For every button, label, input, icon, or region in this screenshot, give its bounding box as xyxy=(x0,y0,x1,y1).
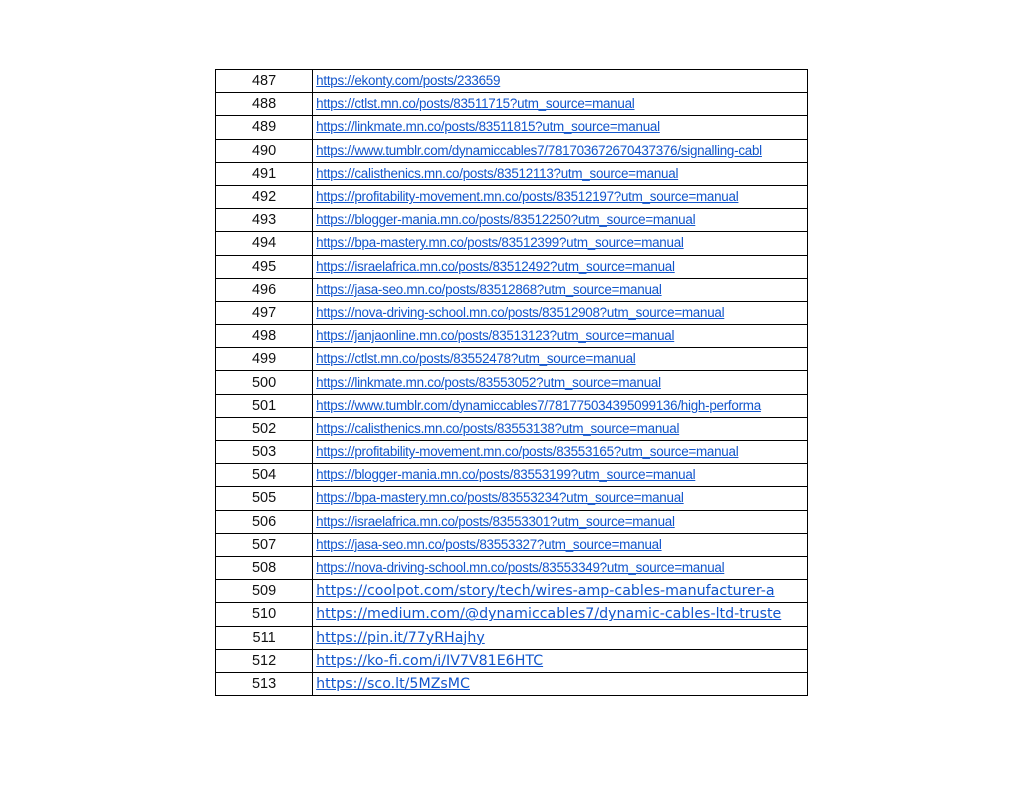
row-number-cell: 504 xyxy=(216,464,313,487)
row-number-cell: 493 xyxy=(216,209,313,232)
url-cell xyxy=(313,325,808,348)
table-row xyxy=(216,93,808,116)
table-row xyxy=(216,556,808,579)
url-cell xyxy=(313,626,808,649)
table-row xyxy=(216,603,808,626)
url-cell xyxy=(313,93,808,116)
table-row xyxy=(216,325,808,348)
table-row xyxy=(216,394,808,417)
table-row xyxy=(216,441,808,464)
url-table-body xyxy=(216,70,808,696)
table-row xyxy=(216,278,808,301)
url-cell xyxy=(313,301,808,324)
url-link[interactable]: https://jasa-seo.mn.co/posts/83512868?utm_source=manual xyxy=(316,281,662,297)
row-number-cell: 498 xyxy=(216,325,313,348)
row-number-cell: 500 xyxy=(216,371,313,394)
url-link[interactable]: https://nova-driving-school.mn.co/posts/83553349?utm_source=manual xyxy=(316,560,725,576)
url-link[interactable]: https://linkmate.mn.co/posts/83511815?utm_source=manual xyxy=(316,119,660,135)
row-number-cell: 497 xyxy=(216,301,313,324)
row-number-cell: 513 xyxy=(216,672,313,695)
url-link[interactable]: https://bpa-mastery.mn.co/posts/83553234?utm_source=manual xyxy=(316,490,684,506)
url-cell xyxy=(313,487,808,510)
url-link[interactable]: https://www.tumblr.com/dynamiccables7/781703672670437376/signalling-cabl xyxy=(316,142,762,158)
url-cell xyxy=(313,278,808,301)
table-row xyxy=(216,139,808,162)
url-link[interactable]: https://israelafrica.mn.co/posts/83553301?utm_source=manual xyxy=(316,513,675,529)
table-row xyxy=(216,533,808,556)
row-number-cell: 509 xyxy=(216,580,313,603)
table-row xyxy=(216,580,808,603)
url-cell xyxy=(313,603,808,626)
table-row xyxy=(216,116,808,139)
table-row xyxy=(216,232,808,255)
url-cell xyxy=(313,556,808,579)
url-link[interactable]: https://pin.it/77yRHajhy xyxy=(316,629,485,646)
row-number-cell: 507 xyxy=(216,533,313,556)
table-row xyxy=(216,672,808,695)
url-link[interactable]: https://ctlst.mn.co/posts/83511715?utm_source=manual xyxy=(316,96,635,112)
url-link[interactable]: https://bpa-mastery.mn.co/posts/83512399?utm_source=manual xyxy=(316,235,684,251)
row-number-cell: 490 xyxy=(216,139,313,162)
url-cell xyxy=(313,533,808,556)
row-number-cell: 492 xyxy=(216,185,313,208)
row-number-cell: 496 xyxy=(216,278,313,301)
url-cell xyxy=(313,348,808,371)
row-number-cell: 511 xyxy=(216,626,313,649)
url-cell xyxy=(313,255,808,278)
table-row xyxy=(216,162,808,185)
url-cell xyxy=(313,394,808,417)
row-number-cell: 505 xyxy=(216,487,313,510)
url-link[interactable]: https://israelafrica.mn.co/posts/83512492?utm_source=manual xyxy=(316,258,675,274)
url-link[interactable]: https://calisthenics.mn.co/posts/83512113?utm_source=manual xyxy=(316,165,679,181)
url-cell xyxy=(313,649,808,672)
url-cell xyxy=(313,209,808,232)
url-link[interactable]: https://calisthenics.mn.co/posts/83553138?utm_source=manual xyxy=(316,420,680,436)
table-row xyxy=(216,255,808,278)
url-link[interactable]: https://jasa-seo.mn.co/posts/83553327?utm_source=manual xyxy=(316,536,662,552)
url-link[interactable]: https://ko-fi.com/i/IV7V81E6HTC xyxy=(316,652,544,669)
table-row xyxy=(216,464,808,487)
table-row xyxy=(216,510,808,533)
url-link[interactable]: https://www.tumblr.com/dynamiccables7/781775034395099136/high-performa xyxy=(316,397,761,413)
url-link[interactable]: https://janjaonline.mn.co/posts/83513123?utm_source=manual xyxy=(316,328,675,344)
row-number-cell: 508 xyxy=(216,556,313,579)
table-row xyxy=(216,70,808,93)
url-link[interactable]: https://profitability-movement.mn.co/posts/83512197?utm_source=manual xyxy=(316,189,739,205)
url-link[interactable]: https://ctlst.mn.co/posts/83552478?utm_source=manual xyxy=(316,351,636,367)
row-number-cell: 494 xyxy=(216,232,313,255)
table-row xyxy=(216,209,808,232)
row-number-cell: 487 xyxy=(216,70,313,93)
row-number-cell: 503 xyxy=(216,441,313,464)
url-link[interactable]: https://medium.com/@dynamiccables7/dynamic-cables-ltd-truste xyxy=(316,606,782,623)
table-row xyxy=(216,417,808,440)
url-cell xyxy=(313,510,808,533)
row-number-cell: 506 xyxy=(216,510,313,533)
url-link[interactable]: https://nova-driving-school.mn.co/posts/83512908?utm_source=manual xyxy=(316,304,725,320)
table-row xyxy=(216,487,808,510)
url-cell xyxy=(313,162,808,185)
row-number-cell: 491 xyxy=(216,162,313,185)
table-row xyxy=(216,626,808,649)
url-link[interactable]: https://blogger-mania.mn.co/posts/83512250?utm_source=manual xyxy=(316,212,696,228)
url-cell xyxy=(313,417,808,440)
url-cell xyxy=(313,371,808,394)
url-link[interactable]: https://linkmate.mn.co/posts/83553052?utm_source=manual xyxy=(316,374,661,390)
row-number-cell: 488 xyxy=(216,93,313,116)
url-cell xyxy=(313,464,808,487)
row-number-cell: 502 xyxy=(216,417,313,440)
table-row xyxy=(216,301,808,324)
url-link[interactable]: https://coolpot.com/story/tech/wires-amp-cables-manufacturer-a xyxy=(316,583,775,600)
url-cell xyxy=(313,116,808,139)
url-cell xyxy=(313,70,808,93)
table-row xyxy=(216,348,808,371)
url-link[interactable]: https://blogger-mania.mn.co/posts/83553199?utm_source=manual xyxy=(316,467,696,483)
url-cell xyxy=(313,232,808,255)
url-cell xyxy=(313,580,808,603)
row-number-cell: 510 xyxy=(216,603,313,626)
url-link[interactable]: https://profitability-movement.mn.co/posts/83553165?utm_source=manual xyxy=(316,444,739,460)
table-row xyxy=(216,649,808,672)
row-number-cell: 495 xyxy=(216,255,313,278)
table-row xyxy=(216,185,808,208)
url-link[interactable]: https://ekonty.com/posts/233659 xyxy=(316,73,501,89)
row-number-cell: 512 xyxy=(216,649,313,672)
url-cell xyxy=(313,672,808,695)
url-cell xyxy=(313,441,808,464)
row-number-cell: 489 xyxy=(216,116,313,139)
table-row xyxy=(216,371,808,394)
url-cell xyxy=(313,185,808,208)
url-link[interactable]: https://sco.lt/5MZsMC xyxy=(316,675,470,692)
row-number-cell: 499 xyxy=(216,348,313,371)
row-number-cell: 501 xyxy=(216,394,313,417)
url-table xyxy=(215,69,808,696)
url-cell xyxy=(313,139,808,162)
